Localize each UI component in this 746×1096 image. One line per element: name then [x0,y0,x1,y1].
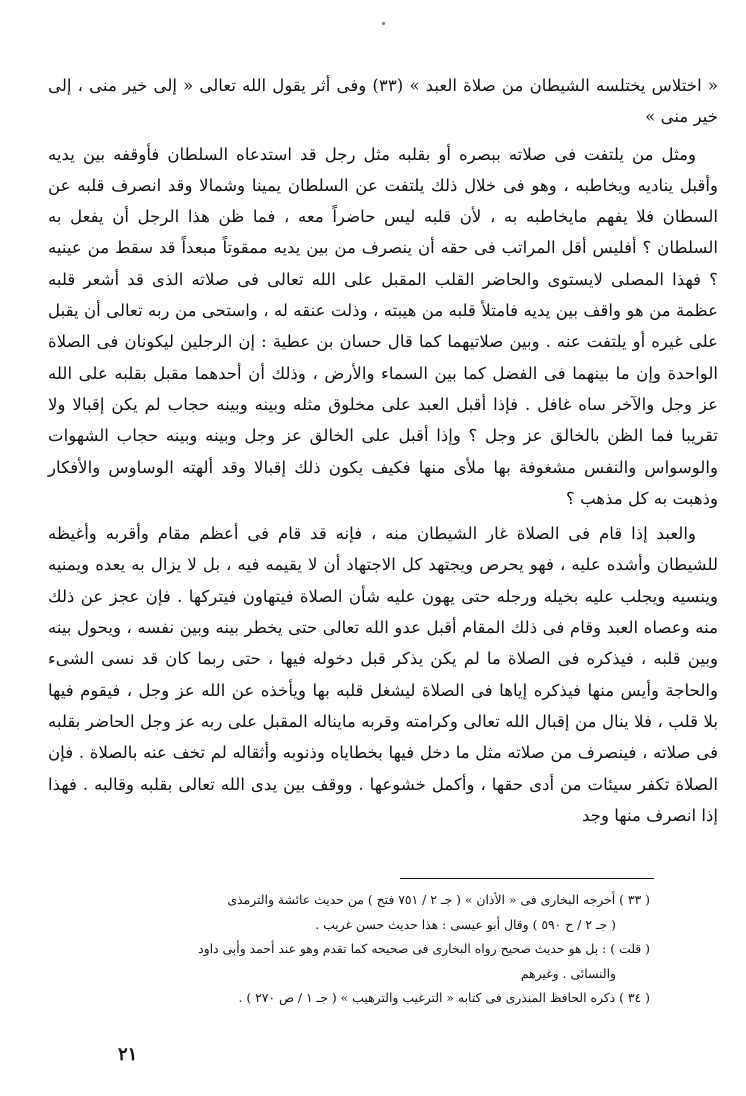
footnote-34: ( ٣٤ ) ذكره الحافظ المنذرى فى كتابه « الترغيب والترهيب » ( جـ ١ / ص ٢٧٠ ) . [238,990,650,1005]
footnote-comment: ( قلت ) : بل هو حديث صحيح رواه البخارى فى صحيحه كما تقدم وهو عند أحمد وأبى داود [198,941,650,956]
paragraph-1: « اختلاس يختلسه الشيطان من صلاة العبد » (٣٣) وفى أثر يقول الله تعالى « إلى خير منى ، إلى خير منى » [48,76,718,127]
page-speck [382,22,385,25]
footnote-33: ( ٣٣ ) أخرجه البخارى فى « الأذان » ( جـ ٢ / ٧٥١ فتح ) من حديث عائشة والترمذى [227,892,650,907]
footnote-separator [400,878,654,879]
footnotes [60,888,650,1011]
page-body [48,70,718,831]
paragraph-3: والعبد إذا قام فى الصلاة غار الشيطان منه ، فإنه قد قام فى أعظم مقام وأقربه وأغيظه للشيطان وأشده عليه ، فهو يحرص ويجتهد كل الاجتهاد أن لا يقيمه فيه ، بل لا يزال به يعده ويمنيه وينسيه ويجلب عليه بخيله ورجله حتى يهون عليه شأن الصلاة فيتهاون فيتركها . فإن عجز عن ذلك منه وعصاه العبد وقام فى ذلك المقام أقبل عدو الله تعالى حتى يخطر بينه وبين نفسه ، ويحول بينه وبين قلبه ، فيذكره فى الصلاة ما لم يكن يذكر قبل دخوله فيها ، حتى ربما كان قد نسى الشىء والحاجة وأيس منها فيذكره إياها فى الصلاة ليشغل قلبه بها ويأخذه عن الله عز وجل ، فيقوم فيها بلا قلب ، فلا ينال من إقبال الله تعالى وكرامته وقربه مايناله المقبل على ربه عز وجل الحاضر بقلبه فى صلاته ، فينصرف من صلاته مثل ما دخل فيها بخطاياه وذنوبه وأثقاله لم تخف عنه بالصلاة . فإن الصلاة تكفر سيئات من أدى حقها ، وأكمل خشوعها . ووقف بين يدى الله تعالى بقلبه وقالبه . فهذا إذا انصرف منها وجد [48,524,718,825]
footnote-33-continued: ( جـ ٢ / ح ٥٩٠ ) وقال أبو عيسى : هذا حديث حسن غريب . [315,916,616,932]
page-number: ٢١ [118,1044,138,1065]
footnote-comment-continued: والنسائى . وغيرهم [520,965,616,981]
paragraph-2: ومثل من يلتفت فى صلاته ببصره أو بقلبه مثل رجل قد استدعاه السلطان فأوقفه بين يديه وأقبل يناديه ويخاطبه ، وهو فى خلال ذلك يلتفت عن السلطان يمينا وشمالا وقد انصرف قلبه عن السطان فلا يفهم مايخاطبه به ، لأن قلبه ليس حاضراً معه ، فما ظن هذا الرجل أن يفعل به السلطان ؟ أفليس أقل المراتب فى حقه أن ينصرف من بين يديه ممقوتاً مبعداً قد سقط من عينيه ؟ فهذا المصلى لايستوى والحاضر القلب المقبل على الله تعالى فى صلاته الذى قد أشعر قلبه عظمة من هو واقف بين يديه فامتلأ قلبه من هيبته ، وذلت عنقه له ، واستحى من ربه تعالى أن يقبل على غيره أو يلتفت عنه . وبين صلاتيهما كما قال حسان بن عطية : إن الرجلين ليكونان فى الصلاة الواحدة وإن ما بينهما فى الفضل كما بين السماء والأرض ، وذلك أن أحدهما مقبل بقلبه على الله عز وجل والآخر ساه غافل . فإذا أقبل العبد على مخلوق مثله وبينه وبينه حجاب لم يكن إقبالا ولا تقريبا فما الظن بالخالق عز وجل ؟ وإذا أقبل على الخالق عز وجل وبينه وبينه حجاب الشهوات والوسواس والنفس مشغوفة بها ملأى منها فكيف يكون ذلك إقبالا وقد ألهته الوساوس والأفكار وذهبت به كل مذهب ؟ [48,144,718,508]
